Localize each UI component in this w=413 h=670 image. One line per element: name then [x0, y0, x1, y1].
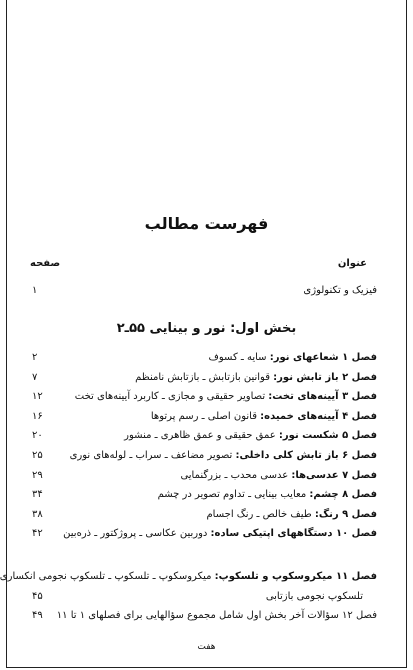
- chapter-desc: معایب بینایی ـ تداوم تصویر در چشم: [157, 489, 310, 501]
- chapter-title: فصل ۱۲ سؤالات آخر بخش اول شامل مجموع سؤالهایی برای فصلهای ۱ تا ۱۱: [56, 610, 377, 621]
- chapter-page: ۳۸: [32, 508, 43, 520]
- chapter-title: فصل ۱۱ میکروسکوپ و تلسکوپ:: [214, 571, 377, 582]
- column-header-subject: عنوان: [337, 258, 367, 269]
- chapter-title: فصل ۱ شعاعهای نور:: [269, 352, 377, 363]
- toc-entry: [32, 450, 377, 468]
- toc-entry: [32, 509, 377, 527]
- chapter-page: ۲۹: [32, 469, 43, 481]
- chapter-page: ۴۵: [32, 591, 43, 602]
- toc-entry: [32, 489, 377, 507]
- column-header-page: صفحه: [30, 258, 61, 269]
- chapter-title: فصل ۸ چشم:: [309, 489, 377, 501]
- toc-entry-ch11-page: [32, 591, 377, 609]
- intro-title: فیزیک و تکنولوژی: [303, 285, 377, 296]
- chapter-title: فصل ۹ رنگ:: [314, 508, 377, 520]
- toc-entry: [32, 528, 377, 546]
- chapter-page: ۳۴: [32, 489, 43, 501]
- toc-entry-ch11: [0, 571, 377, 589]
- toc-entry: [32, 470, 377, 488]
- chapter-desc-continued: تلسکوپ نجومی بازتابی: [265, 591, 363, 602]
- page-number-footer: هفت: [197, 642, 216, 652]
- chapter-desc: سایه ـ کسوف: [208, 352, 270, 363]
- chapter-page: ۴۲: [32, 528, 43, 540]
- toc-entry-ch12: [32, 610, 377, 628]
- chapter-title: فصل ۵ شکست نور:: [278, 430, 377, 442]
- chapter-page: ۲: [32, 352, 38, 363]
- chapter-desc: تصویر مضاعف ـ سراب ـ لوله‌های نوری: [69, 450, 236, 461]
- chapter-title: فصل ۲ باز تابش نور:: [273, 371, 377, 383]
- toc-entry: [32, 391, 377, 409]
- chapter-title: فصل ۳ آیینه‌های تخت:: [268, 391, 377, 403]
- chapter-title: فصل ۶ باز تابش کلی داخلی:: [235, 450, 377, 461]
- chapter-desc: قوانین بازتابش ـ بازتابش نامنظم: [135, 371, 274, 383]
- toc-entry: [32, 411, 377, 429]
- chapter-page: ۴۹: [32, 610, 43, 621]
- chapter-desc: طیف خالص ـ رنگ اجسام: [206, 508, 315, 520]
- page-title: فهرست مطالب: [144, 214, 269, 233]
- chapter-title: فصل ۴ آیینه‌های خمیده:: [260, 410, 377, 422]
- chapter-desc: عدسی محدب ـ بزرگنمایی: [180, 469, 292, 481]
- chapter-desc: تصاویر حقیقی و مجازی ـ کاربرد آیینه‌های تخت: [74, 391, 269, 403]
- toc-entry: [32, 430, 377, 448]
- toc-entry: [32, 352, 377, 370]
- toc-entry: [32, 372, 377, 390]
- chapter-page: ۷: [32, 371, 38, 383]
- chapter-desc: میکروسکوپ ـ تلسکوپ ـ تلسکوپ نجومی انکساری: [0, 571, 215, 582]
- chapter-desc: دوربین عکاسی ـ پروژکتور ـ ذره‌بین: [63, 528, 211, 540]
- intro-entry: [32, 285, 377, 303]
- chapter-title: فصل ۱۰ دستگاههای اپتیکی ساده:: [210, 528, 377, 540]
- chapter-page: ۱۶: [32, 410, 43, 422]
- chapter-page: ۲۰: [32, 430, 43, 442]
- chapter-page: ۱۲: [32, 391, 43, 403]
- chapter-page: ۲۵: [32, 450, 43, 461]
- chapter-desc: عمق حقیقی و عمق ظاهری ـ منشور: [124, 430, 279, 442]
- part-heading: بخش اول: نور و بینایی ۵۵ـ۲: [116, 321, 297, 336]
- intro-page: ۱: [32, 285, 38, 296]
- chapter-title: فصل ۷ عدسی‌ها:: [291, 469, 377, 481]
- chapter-desc: قانون اصلی ـ رسم پرتوها: [150, 410, 261, 422]
